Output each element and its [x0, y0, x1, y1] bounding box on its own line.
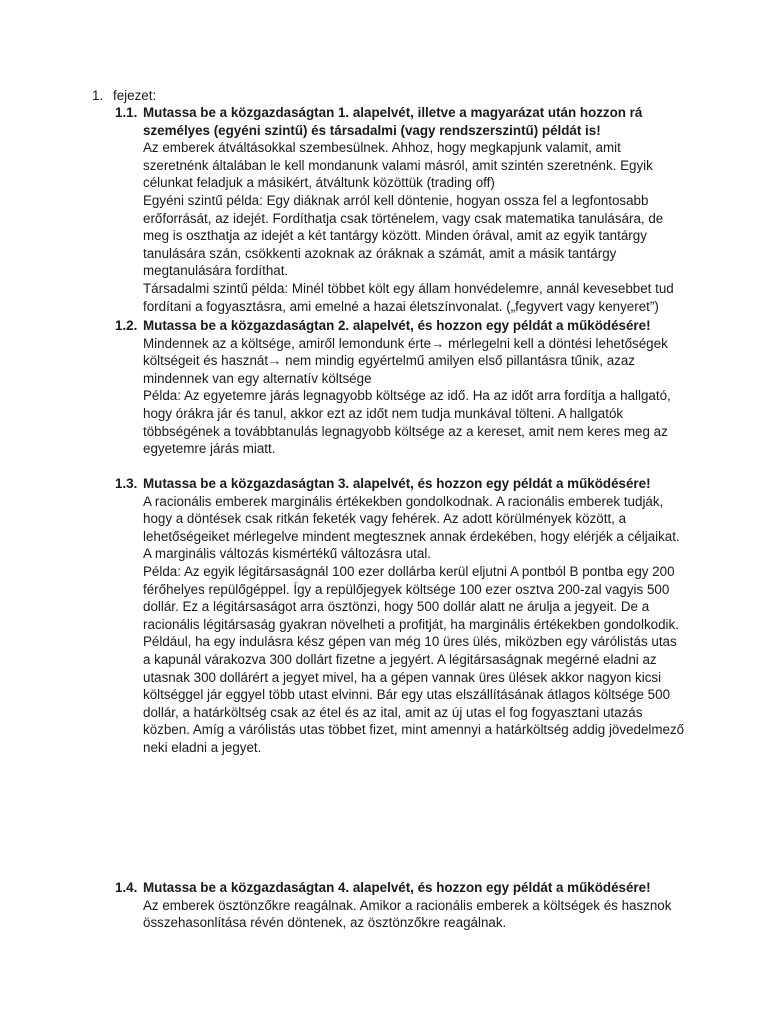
paragraph: Az emberek átváltásokkal szembesülnek. Ahhoz, hogy megkapjunk valamit, amit szeretnénk általában le kell mondanunk valami másról, amit szintén szeretnénk. Egyik célunkat feladjuk a másikért, átváltunk közöttük (trading off) — [143, 140, 653, 191]
paragraph: Egyéni szintű példa: Egy diáknak arról kell döntenie, hogyan ossza fel a legfontosabb erőforrását, az idejét. Fordíthatja csak történelem, vagy csak matematika tanulására, de meg is oszthatja az idejét a két tantárgy között. Minden órával, amit az egyik tantárgy tanulására szán, csökkenti azoknak az óráknak a számát, amit a másik tantárgy megtanulására fordíthat. — [143, 192, 664, 279]
section-1-3 — [115, 475, 685, 757]
chapter-title: fejezet: — [113, 88, 157, 103]
section-number: 1.2. — [115, 318, 138, 333]
section-1-1 — [115, 104, 685, 315]
paragraph: Mindennek az a költsége, amiről lemondunk érte→ mérlegelni kell a döntési lehetőségek költségeit és hasznát→ nem mindig egyértelmű amilyen első pillantásra tűnik, azaz mindennek van egy alternatív költsége — [143, 335, 668, 386]
section-title: Mutassa be a közgazdaságtan 3. alapelvét, és hozzon egy példát a működésére! — [143, 476, 651, 491]
paragraph: Példa: Az egyetemre járás legnagyobb költsége az idő. Ha az időt arra fordítja a hallgató, hogy órákra jár és tanul, akkor ezt az időt nem tudja munkával tölteni. A hallgatók többségének a továbbtanulás legnagyobb költsége az a kereset, amit nem keres meg az egyetemre járás miatt. — [143, 388, 671, 457]
paragraph: A racionális emberek marginális értékekben gondolkodnak. A racionális emberek tudják, hogy a döntések csak ritkán feketék vagy fehérek. Az adott körülmények között, a lehetőségeiket mérlegelve mindent megtesznek annak érdekében, hogy elérjék a céljaikat. A marginális változás kismértékű változásra utal. — [143, 493, 680, 562]
section-number: 1.3. — [115, 476, 138, 491]
section-number: 1.1. — [115, 105, 138, 120]
section-title: Mutassa be a közgazdaságtan 4. alapelvét, és hozzon egy példát a működésére! — [143, 880, 651, 895]
chapter-heading — [92, 87, 156, 105]
section-title: Mutassa be a közgazdaságtan 2. alapelvét, és hozzon egy példát a működésére! — [143, 318, 651, 333]
section-title: Mutassa be a közgazdaságtan 1. alapelvét, illetve a magyarázat után hozzon rá személyes (egyéni szintű) és társadalmi (vagy rendszerszintű) példát is! — [143, 105, 643, 138]
chapter-number: 1. — [92, 88, 104, 103]
section-1-2 — [115, 317, 685, 458]
paragraph: Társadalmi szintű példa: Minél többet költ egy állam honvédelemre, annál kevesebbet tud fordítani a fogyasztásra, ami emelné a hazai életszínvonalat. („fegyvert vagy kenyeret”) — [143, 280, 674, 314]
paragraph: Példa: Az egyik légitársaságnál 100 ezer dollárba kerül eljutni A pontból B pontba egy 200 férőhelyes repülőgéppel. Így a repülőjegyek költsége 100 ezer osztva 200-zal vagyis 500 dollár. Ez a légitársaságot arra ösztönzi, hogy 500 dollár alatt ne árulja a jegyeit. De a racionális légitársaság gyakran növelheti a profitját, ha marginális értékekben gondolkodik. Például, ha egy indulásra kész gépen van még 10 üres ülés, miközben egy várólistás utas a kapunál várakozva 300 dollárt fizetne a jegyért. A légitársaságnak megérné eladni az utasnak 300 dollárért a jegyet mivel, ha a gépen vannak üres ülések akkor nagyon kicsi költséggel jár eggyel több utast elvinni. Bár egy utas elszállításának átlagos költsége 500 dollár, a határköltség csak az étel és az ital, amit az új utas el fog fogyasztani utazás közben. Amíg a várólistás utas többet fizet, mint amennyi a határköltség addig jövedelmező neki eladni a jegyet. — [143, 563, 685, 755]
paragraph: Az emberek ösztönzőkre reagálnak. Amikor a racionális emberek a költségek és hasznok összehasonlítása révén döntenek, az ösztönzőkre reagálnak. — [143, 897, 672, 931]
section-number: 1.4. — [115, 880, 138, 895]
section-1-4 — [115, 879, 685, 932]
